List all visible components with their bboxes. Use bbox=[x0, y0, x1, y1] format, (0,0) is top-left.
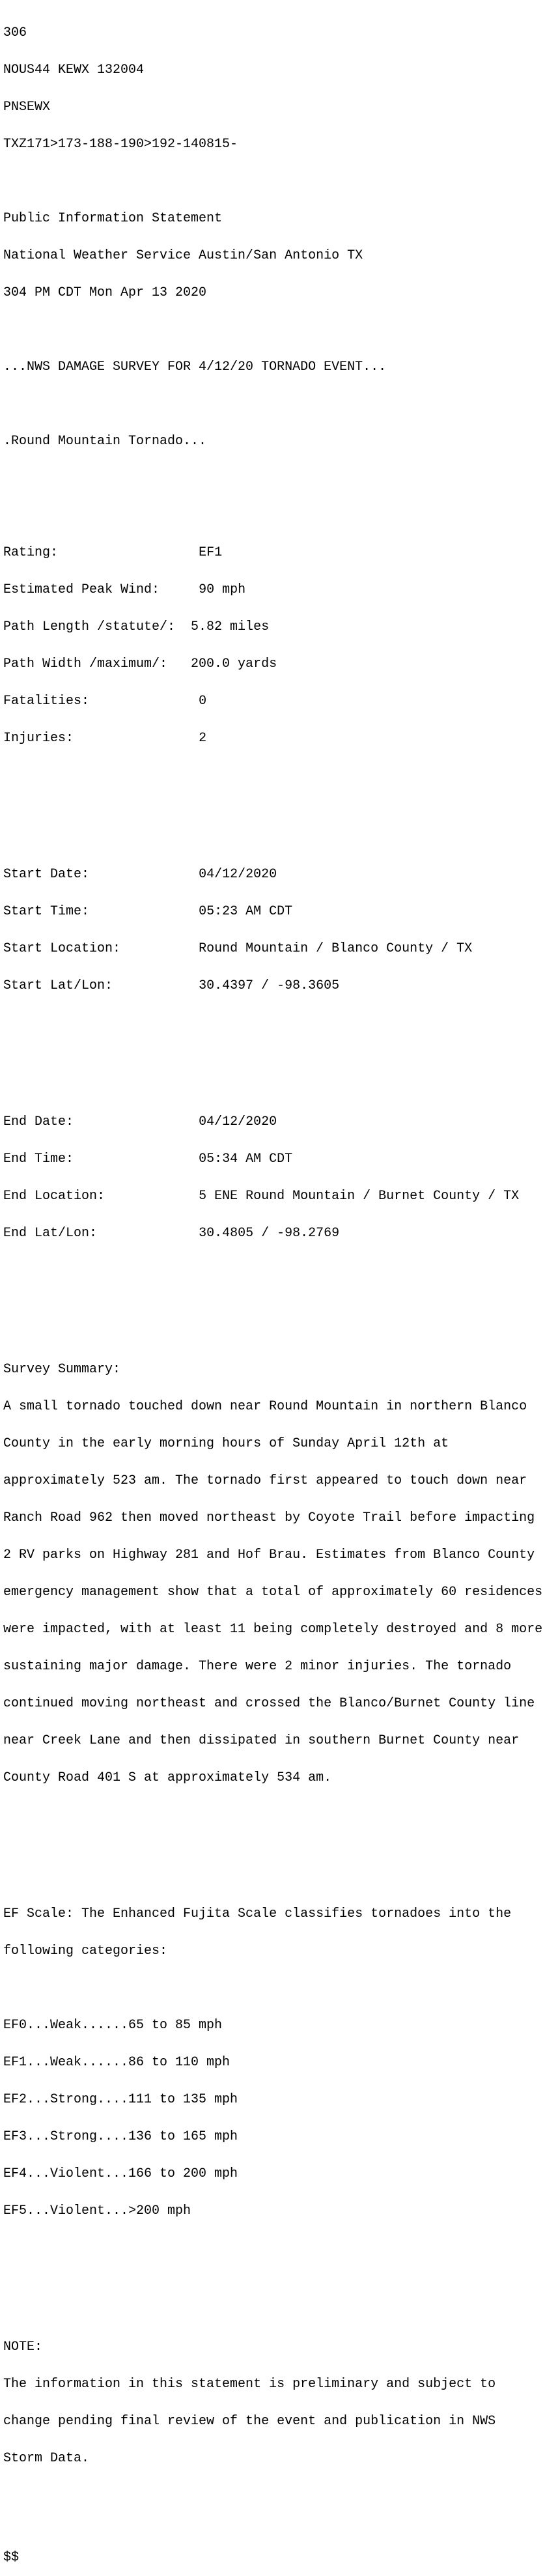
ef-category: EF0...Weak......65 to 85 mph bbox=[3, 2018, 223, 2033]
sequence-number: 306 bbox=[3, 25, 27, 40]
blank-line bbox=[3, 794, 542, 806]
stat-value: EF1 bbox=[199, 545, 223, 560]
start-value: Round Mountain / Blanco County / TX bbox=[199, 941, 473, 956]
ef-scale-intro: EF Scale: The Enhanced Fujita Scale classifies tornadoes into the bbox=[3, 1906, 512, 1921]
end-label: End Lat/Lon: bbox=[3, 1226, 199, 1241]
end-value: 04/12/2020 bbox=[199, 1114, 277, 1129]
ef-category: EF5...Violent...>200 mph bbox=[3, 2203, 191, 2218]
blank-line bbox=[3, 175, 542, 188]
start-label: Start Date: bbox=[3, 867, 199, 882]
end-value: 05:34 AM CDT bbox=[199, 1152, 293, 1167]
start-row bbox=[3, 868, 542, 881]
event-name: .Round Mountain Tornado... bbox=[3, 434, 207, 449]
stat-row bbox=[3, 546, 542, 559]
awips-id: PNSEWX bbox=[3, 100, 51, 115]
start-value: 04/12/2020 bbox=[199, 867, 277, 882]
blank-line bbox=[3, 1041, 542, 1054]
stat-row bbox=[3, 584, 542, 596]
survey-line: 2 RV parks on Highway 281 and Hof Brau. Estimates from Blanco County bbox=[3, 1548, 535, 1563]
end-row bbox=[3, 1153, 542, 1165]
blank-line bbox=[3, 398, 542, 410]
stat-label: Estimated Peak Wind: bbox=[3, 582, 199, 597]
end-label: End Location: bbox=[3, 1189, 199, 1204]
statement-title: Public Information Statement bbox=[3, 211, 223, 226]
stat-row bbox=[3, 621, 542, 633]
survey-line: County Road 401 S at approximately 534 am. bbox=[3, 1770, 332, 1785]
stat-value: 5.82 miles bbox=[191, 619, 270, 634]
stat-label: Path Length /statute/: bbox=[3, 619, 191, 634]
ef-category: EF3...Strong....136 to 165 mph bbox=[3, 2129, 238, 2144]
stat-label: Injuries: bbox=[3, 731, 199, 746]
ugc-line: TXZ171>173-188-190>192-140815- bbox=[3, 137, 238, 152]
issuing-office: National Weather Service Austin/San Antonio TX bbox=[3, 248, 363, 263]
stats-block bbox=[3, 522, 542, 769]
end-label: End Time: bbox=[3, 1152, 199, 1167]
ef-scale-section bbox=[3, 1883, 542, 2242]
start-row bbox=[3, 980, 542, 992]
end-value: 5 ENE Round Mountain / Burnet County / TX bbox=[199, 1189, 520, 1204]
survey-line: Ranch Road 962 then moved northeast by Coyote Trail before impacting bbox=[3, 1510, 535, 1525]
stat-value: 0 bbox=[199, 694, 207, 709]
ef-category: EF2...Strong....111 to 135 mph bbox=[3, 2092, 238, 2107]
ef-category: EF4...Violent...166 to 200 mph bbox=[3, 2166, 238, 2181]
survey-summary bbox=[3, 1338, 542, 1809]
note-line: change pending final review of the event and publication in NWS bbox=[3, 2414, 496, 2429]
start-block bbox=[3, 843, 542, 1017]
blank-line bbox=[3, 324, 542, 336]
stat-row bbox=[3, 658, 542, 670]
stat-label: Path Width /maximum/: bbox=[3, 657, 191, 672]
end-row bbox=[3, 1190, 542, 1202]
start-value: 05:23 AM CDT bbox=[199, 904, 293, 919]
start-value: 30.4397 / -98.3605 bbox=[199, 978, 340, 993]
survey-line: continued moving northeast and crossed the Blanco/Burnet County line bbox=[3, 1696, 535, 1711]
stat-row bbox=[3, 695, 542, 707]
start-label: Start Time: bbox=[3, 904, 199, 919]
stat-label: Fatalities: bbox=[3, 694, 199, 709]
ef-scale-intro: following categories: bbox=[3, 1944, 168, 1959]
stat-row bbox=[3, 732, 542, 744]
blank-line bbox=[3, 2514, 542, 2526]
start-row bbox=[3, 905, 542, 918]
survey-line: approximately 523 am. The tornado first appeared to touch down near bbox=[3, 1473, 527, 1488]
stat-label: Rating: bbox=[3, 545, 199, 560]
end-of-product-marker: $$ bbox=[3, 2550, 20, 2565]
ef-category: EF1...Weak......86 to 110 mph bbox=[3, 2055, 231, 2070]
blank-line bbox=[3, 1833, 542, 1846]
end-value: 30.4805 / -98.2769 bbox=[199, 1226, 340, 1241]
survey-line: emergency management show that a total of approximately 60 residences bbox=[3, 1585, 543, 1600]
survey-line: County in the early morning hours of Sunday April 12th at bbox=[3, 1436, 449, 1451]
survey-line: A small tornado touched down near Round Mountain in northern Blanco bbox=[3, 1399, 527, 1414]
blank-line bbox=[3, 2267, 542, 2279]
start-label: Start Location: bbox=[3, 941, 199, 956]
stat-value: 90 mph bbox=[199, 582, 246, 597]
blank-line bbox=[3, 472, 542, 485]
start-label: Start Lat/Lon: bbox=[3, 978, 199, 993]
wmo-heading: NOUS44 KEWX 132004 bbox=[3, 63, 145, 78]
note-line: The information in this statement is preliminary and subject to bbox=[3, 2377, 496, 2392]
start-row bbox=[3, 942, 542, 955]
note-heading: NOTE: bbox=[3, 2340, 43, 2355]
survey-line: near Creek Lane and then dissipated in southern Burnet County near bbox=[3, 1733, 520, 1748]
blank-line bbox=[3, 1289, 542, 1301]
note-line: Storm Data. bbox=[3, 2451, 90, 2466]
pns-document bbox=[3, 2, 542, 2576]
end-row bbox=[3, 1227, 542, 1239]
stat-value: 200.0 yards bbox=[191, 657, 277, 672]
stat-value: 2 bbox=[199, 731, 207, 746]
survey-line: sustaining major damage. There were 2 minor injuries. The tornado bbox=[3, 1659, 512, 1674]
end-block bbox=[3, 1091, 542, 1264]
note-section bbox=[3, 2316, 542, 2489]
survey-heading: Survey Summary: bbox=[3, 1362, 121, 1377]
headline: ...NWS DAMAGE SURVEY FOR 4/12/20 TORNADO EVENT... bbox=[3, 360, 387, 375]
survey-line: were impacted, with at least 11 being completely destroyed and 8 more bbox=[3, 1622, 543, 1637]
end-row bbox=[3, 1116, 542, 1128]
end-label: End Date: bbox=[3, 1114, 199, 1129]
blank-line bbox=[3, 1982, 542, 1994]
issue-time: 304 PM CDT Mon Apr 13 2020 bbox=[3, 285, 207, 300]
